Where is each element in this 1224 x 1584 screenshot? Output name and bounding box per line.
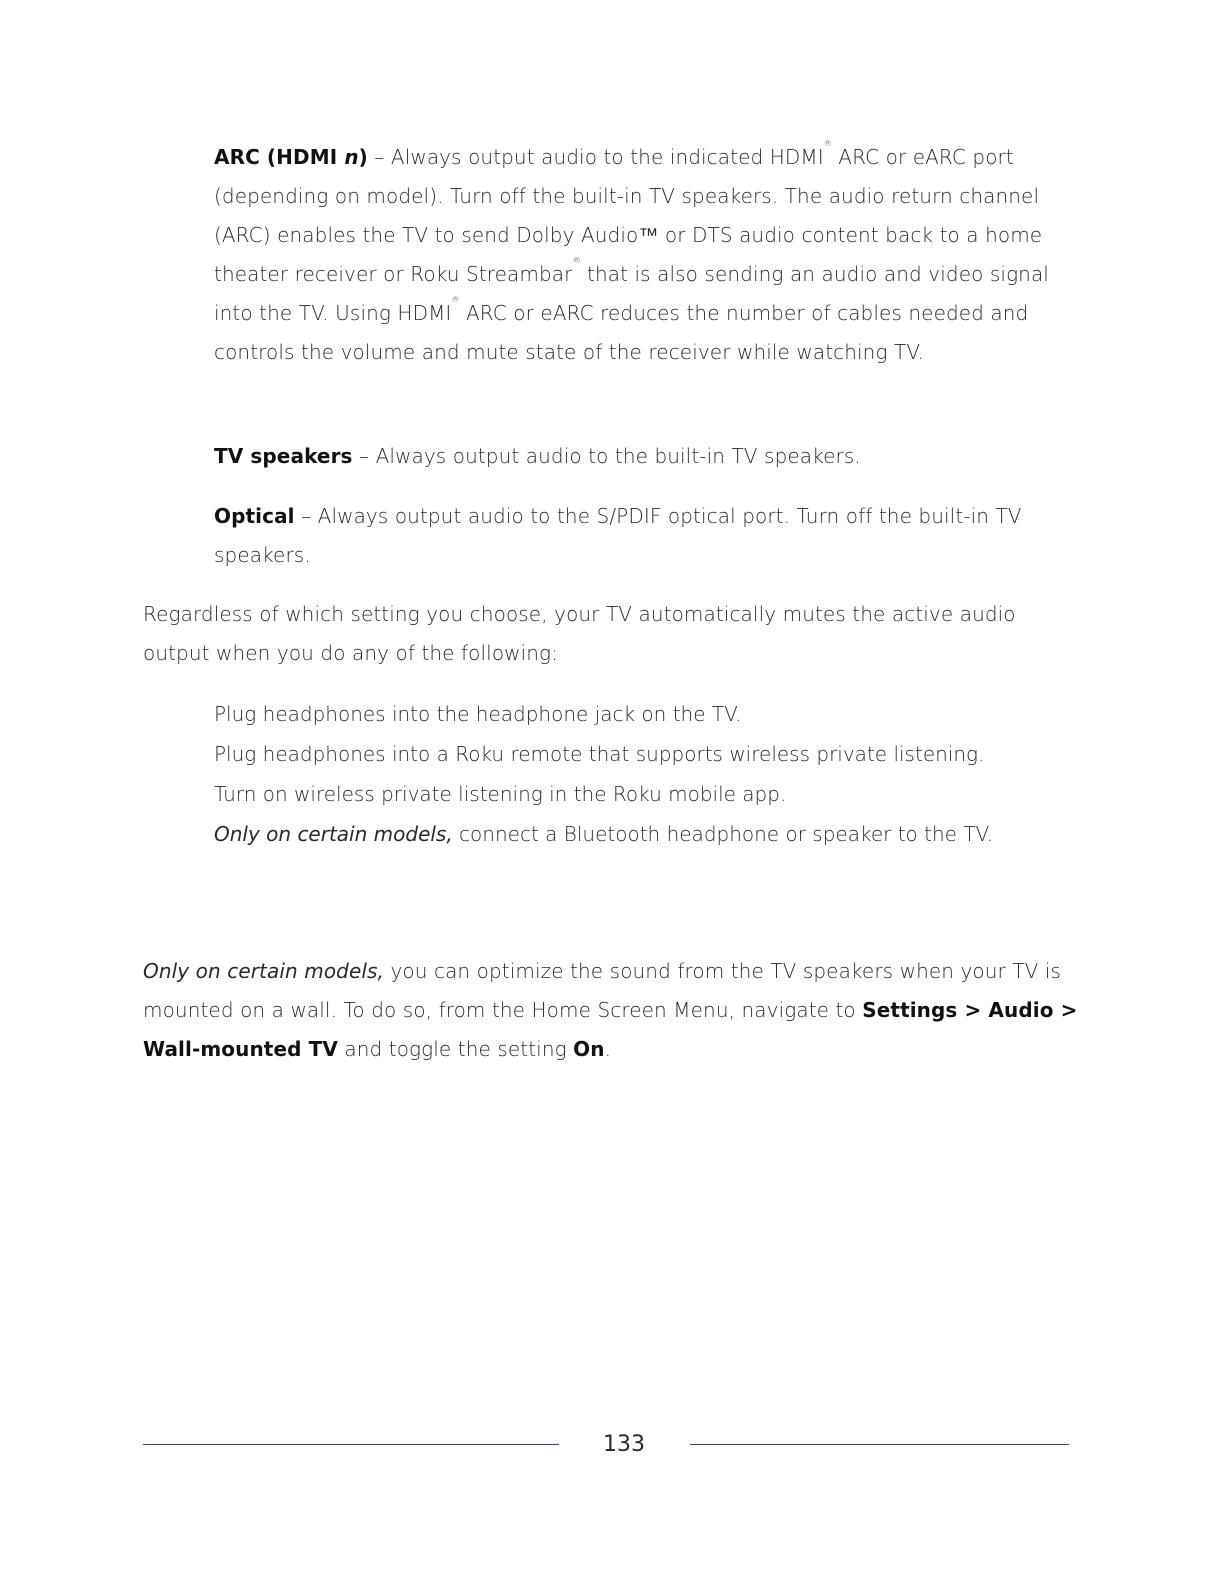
tv-speakers-paragraph xyxy=(214,437,1084,476)
wall-text-1: you can optimize the sound from the TV speakers when your TV is mounted on a wall. To do so, from the Home Screen Menu, navigate to xyxy=(143,959,1062,1022)
optical-text: – Always output audio to the S/PDIF optical port. Turn off the built-in TV speakers. xyxy=(214,504,1022,567)
list-item xyxy=(214,814,1094,854)
list-item: Plug headphones into a Roku remote that supports wireless private listening. xyxy=(214,742,985,766)
list-item-text: connect a Bluetooth headphone or speaker to the TV. xyxy=(452,822,993,846)
registered-mark: ® xyxy=(451,295,460,304)
list-item: Plug headphones into the headphone jack on the TV. xyxy=(214,702,742,726)
optical-term: Optical xyxy=(214,504,295,528)
list-item: Turn on wireless private listening in the Roku mobile app. xyxy=(214,782,787,806)
footer-rule-right xyxy=(690,1444,1069,1445)
arc-text-2: ARC or eARC port (depending on model). Turn off the built-in TV speakers. The audio return channel (ARC) enables the TV to send Dolby Audio™ or DTS audio content back to a home theater receiver or Roku Streambar xyxy=(214,145,1043,286)
arc-term-close: ) xyxy=(358,145,368,169)
arc-term xyxy=(214,145,368,169)
arc-text-3: that is also sending an audio and video signal into the TV. Using HDMI xyxy=(214,262,1049,325)
arc-term-variable: n xyxy=(344,145,359,169)
setting-on: On xyxy=(573,1037,605,1061)
arc-term-label: ARC (HDMI xyxy=(214,145,345,169)
tv-speakers-text: – Always output audio to the built-in TV speakers. xyxy=(352,444,861,468)
arc-paragraph xyxy=(214,138,1084,372)
list-item-italic: Only on certain models, xyxy=(214,822,453,846)
wall-end: . xyxy=(604,1037,612,1061)
footer-rule-left xyxy=(143,1444,559,1445)
arc-text-4: ARC or eARC reduces the number of cables needed and controls the volume and mute state of the receiver while watching TV. xyxy=(214,301,1029,364)
wall-mounted-paragraph xyxy=(143,952,1083,1069)
wall-text-2: and toggle the setting xyxy=(337,1037,574,1061)
registered-mark: ® xyxy=(823,139,832,148)
settings-path: Settings > Audio > Wall-mounted TV xyxy=(143,998,1078,1061)
optical-paragraph xyxy=(214,497,1064,575)
wall-italic: Only on certain models, xyxy=(143,959,385,983)
tv-speakers-term: TV speakers xyxy=(214,444,353,468)
arc-text-1: – Always output audio to the indicated HDMI xyxy=(367,145,824,169)
mute-conditions-list xyxy=(214,694,1094,854)
registered-mark: ® xyxy=(572,256,581,265)
page-number: 133 xyxy=(603,1432,645,1457)
regardless-paragraph: Regardless of which setting you choose, your TV automatically mutes the active audio output when you do any of the following: xyxy=(143,602,1016,665)
